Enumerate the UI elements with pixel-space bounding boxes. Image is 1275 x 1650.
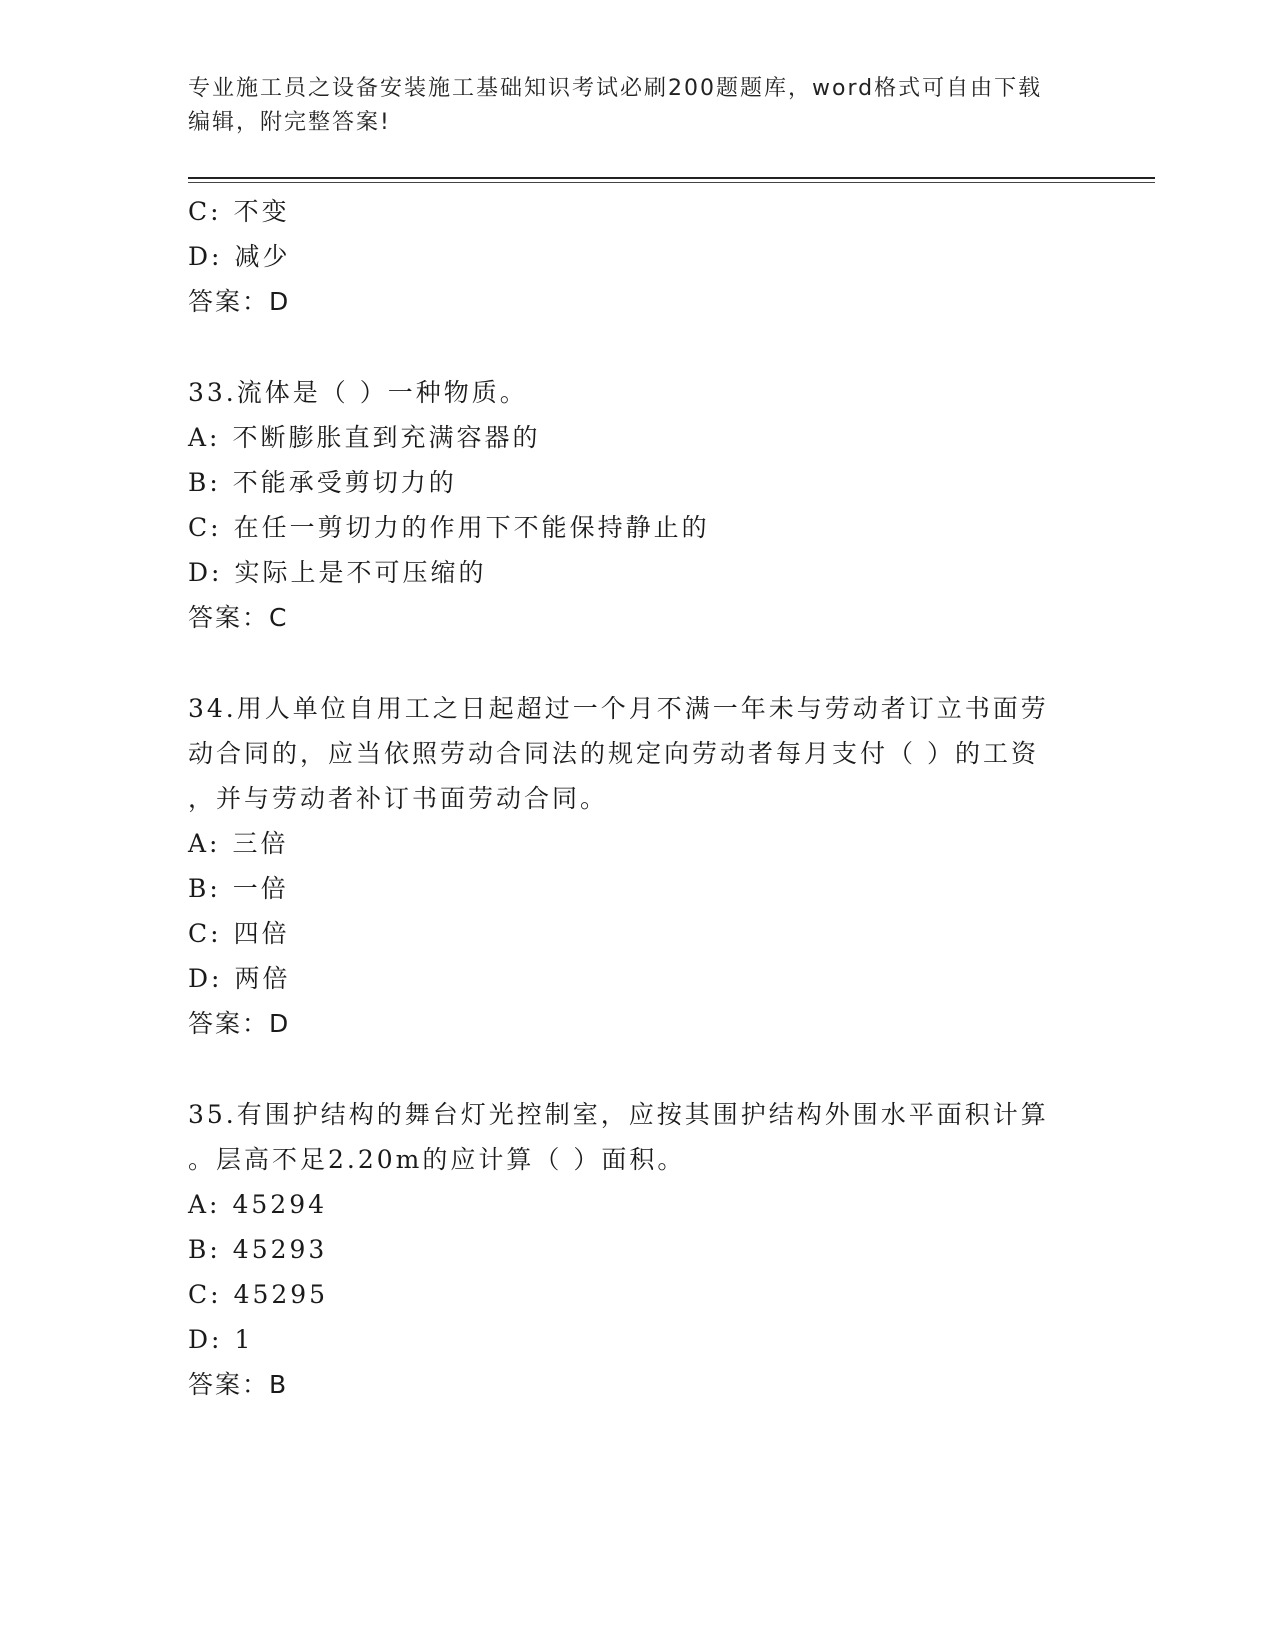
option-text: 45293: [232, 1235, 328, 1264]
option-letter: B:: [188, 874, 221, 903]
header-line-1: 专业施工员之设备安装施工基础知识考试必刷200题题库，word格式可自由下载: [188, 76, 1043, 101]
option-b: [188, 460, 1088, 505]
option-c: [188, 505, 1088, 550]
question-stem-line-2: 动合同的，应当依照劳动合同法的规定向劳动者每月支付（ ）的工资: [188, 739, 1039, 768]
option-text: 实际上是不可压缩的: [234, 558, 487, 587]
answer-line: 答案：C: [188, 603, 289, 632]
option-a: [188, 1182, 1088, 1227]
question-stem-line-3: ，并与劳动者补订书面劳动合同。: [188, 784, 609, 813]
option-a: [188, 415, 1088, 460]
question-list: [188, 189, 1088, 1407]
question-33: [188, 370, 1088, 640]
option-d: [188, 550, 1088, 595]
option-b: [188, 866, 1088, 911]
option-letter: D:: [188, 558, 223, 587]
option-text: 减少: [234, 242, 291, 271]
header-divider-thin: [188, 182, 1155, 183]
answer-line: 答案：D: [188, 1009, 291, 1038]
option-letter: D:: [188, 242, 223, 271]
option-letter: C:: [188, 513, 222, 542]
prev-question-block: [188, 189, 1088, 324]
page-header: [188, 72, 1068, 140]
option-text: 四倍: [233, 919, 290, 948]
option-text: 在任一剪切力的作用下不能保持静止的: [233, 513, 710, 542]
question-stem-line-2: 。层高不足2.20m的应计算（ ）面积。: [188, 1145, 686, 1174]
option-letter: B:: [188, 1235, 221, 1264]
option-letter: C:: [188, 919, 222, 948]
question-35: [188, 1092, 1088, 1407]
question-34: [188, 686, 1088, 1046]
header-divider-thick: [188, 177, 1155, 179]
option-letter: B:: [188, 468, 221, 497]
question-stem-line-1: 35.有围护结构的舞台灯光控制室，应按其围护结构外围水平面积计算: [188, 1100, 1049, 1129]
option-text: 不变: [233, 197, 290, 226]
question-stem-line-1: 34.用人单位自用工之日起超过一个月不满一年未与劳动者订立书面劳: [188, 694, 1049, 723]
option-text: 一倍: [232, 874, 289, 903]
option-text: 1: [234, 1325, 254, 1354]
option-c: [188, 189, 1088, 234]
option-a: [188, 821, 1088, 866]
option-letter: A:: [188, 1190, 221, 1219]
answer-line: 答案：D: [188, 287, 291, 316]
option-letter: C:: [188, 197, 222, 226]
spacer: [188, 1046, 1088, 1092]
option-text: 三倍: [232, 829, 289, 858]
option-text: 两倍: [234, 964, 291, 993]
option-letter: A:: [188, 829, 221, 858]
spacer: [188, 324, 1088, 370]
option-text: 不断膨胀直到充满容器的: [232, 423, 541, 452]
option-text: 45295: [233, 1280, 329, 1309]
option-letter: C:: [188, 1280, 222, 1309]
option-b: [188, 1227, 1088, 1272]
option-c: [188, 1272, 1088, 1317]
header-line-2: 编辑，附完整答案!: [188, 110, 391, 135]
option-text: 45294: [232, 1190, 328, 1219]
option-text: 不能承受剪切力的: [232, 468, 457, 497]
option-c: [188, 911, 1088, 956]
question-stem: 33.流体是（ ）一种物质。: [188, 378, 528, 407]
option-letter: A:: [188, 423, 221, 452]
option-letter: D:: [188, 964, 223, 993]
option-letter: D:: [188, 1325, 223, 1354]
option-d: [188, 956, 1088, 1001]
option-d: [188, 1317, 1088, 1362]
spacer: [188, 640, 1088, 686]
option-d: [188, 234, 1088, 279]
answer-line: 答案：B: [188, 1370, 289, 1399]
